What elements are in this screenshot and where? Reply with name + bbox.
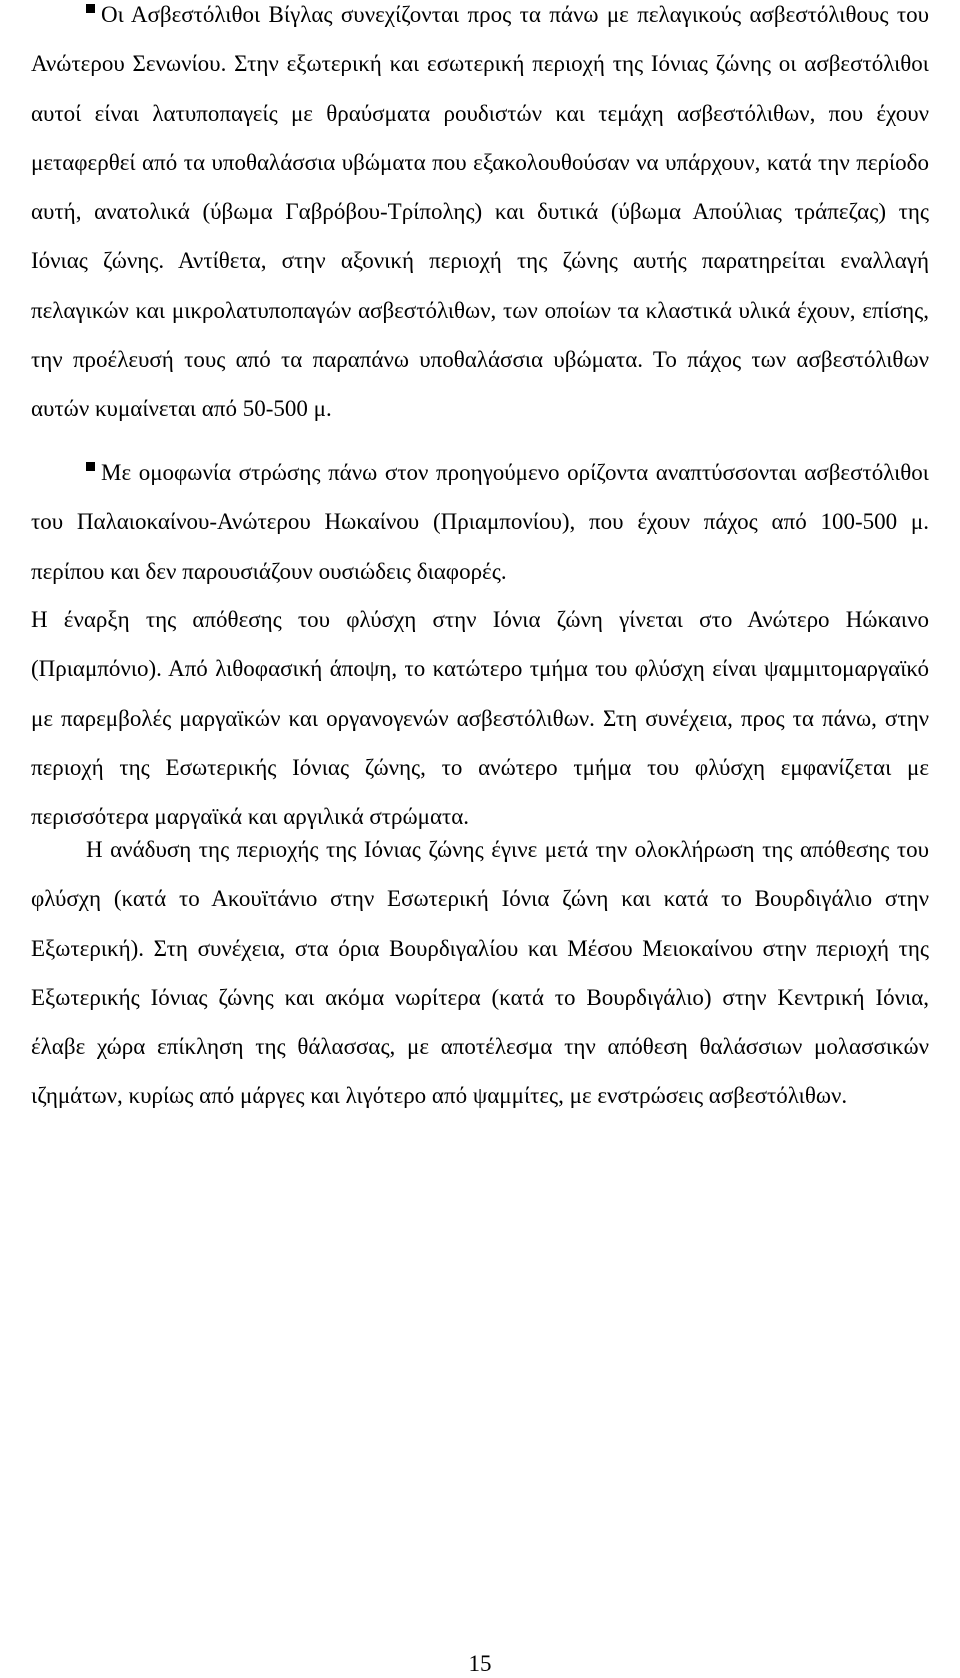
paragraph-viglas-limestones — [31, 0, 929, 434]
paragraph-paleocene-eocene-limestones — [31, 448, 929, 596]
paragraph-flysch-deposition: Η έναρξη της απόθεσης του φλύσχη στην Ιόνια ζώνη γίνεται στο Ανώτερο Ηώκαινο (Πριαμπόνιο). Από λιθοφασική άποψη, το κατώτερο τμήμα του φλύσχη είναι ψαμμιτομαργαϊκό με παρεμβολές μαργαϊκών και οργανογενών ασβεστόλιθων. Στη συνέχεια, προς τα πάνω, στην περιοχή της Εσωτερικής Ιόνιας ζώνης, το ανώτερο τμήμα του φλύσχη εμφανίζεται με περισσότερα μαργαϊκά και αργιλικά στρώματα. — [31, 607, 929, 830]
paragraph-text: Οι Ασβεστόλιθοι Βίγλας συνεχίζονται προς τα πάνω με πελαγικούς ασβεστόλιθους του Ανώτερου Σενωνίου. Στην εξωτερική και εσωτερική περιοχή της Ιόνιας ζώνης οι ασβεστόλιθοι αυτοί είναι λατυποπαγείς με θραύσματα ρουδιστών και τεμάχη ασβεστόλιθων, που έχουν μεταφερθεί από τα υποθαλάσσια υβώματα που εξακολουθούσαν να υπάρχουν, κατά την περίοδο αυτή, ανατολικά (ύβωμα Γαβρόβου-Τρίπολης) και δυτικά (ύβωμα Απούλιας τράπεζας) της Ιόνιας ζώνης. Αντίθετα, στην αξονική περιοχή της ζώνης αυτής παρατηρείται εναλλαγή πελαγικών και μικρολατυποπαγών ασβεστόλιθων, των οποίων τα κλαστικά υλικά έχουν, επίσης, την προέλευσή τους από τα παραπάνω υποθαλάσσια υβώματα. Το πάχος των ασβεστόλιθων αυτών κυμαίνεται από 50-500 μ. — [31, 2, 929, 422]
page-number: 15 — [468, 1651, 492, 1676]
paragraph-emergence: Η ανάδυση της περιοχής της Ιόνιας ζώνης έγινε μετά την ολοκλήρωση της απόθεσης του φλύσχη (κατά το Ακουϊτάνιο στην Εσωτερική Ιόνια ζώνη και κατά το Βουρδιγάλιο στην Εξωτερική). Στη συνέχεια, στα όρια Βουρδιγαλίου και Μέσου Μειοκαίνου στην περιοχή της Εξωτερικής Ιόνιας ζώνης και ακόμα νωρίτερα (κατά το Βουρδιγάλιο) στην Κεντρική Ιόνια, έλαβε χώρα επίκληση της θάλασσας, με αποτέλεσμα την απόθεση θαλάσσιων μολασσικών ιζημάτων, κυρίως από μάργες και λιγότερο από ψαμμίτες, με ενστρώσεις ασβεστόλιθων. — [31, 837, 929, 1109]
square-bullet-icon — [86, 462, 95, 471]
paragraph-text: Με ομοφωνία στρώσης πάνω στον προηγούμενο ορίζοντα αναπτύσσονται ασβεστόλιθοι του Παλαιοκαίνου-Ανώτερου Ηωκαίνου (Πριαμπονίου), που έχουν πάχος από 100-500 μ. περίπου και δεν παρουσιάζουν ουσιώδεις διαφορές. — [31, 460, 929, 584]
square-bullet-icon — [86, 4, 95, 13]
